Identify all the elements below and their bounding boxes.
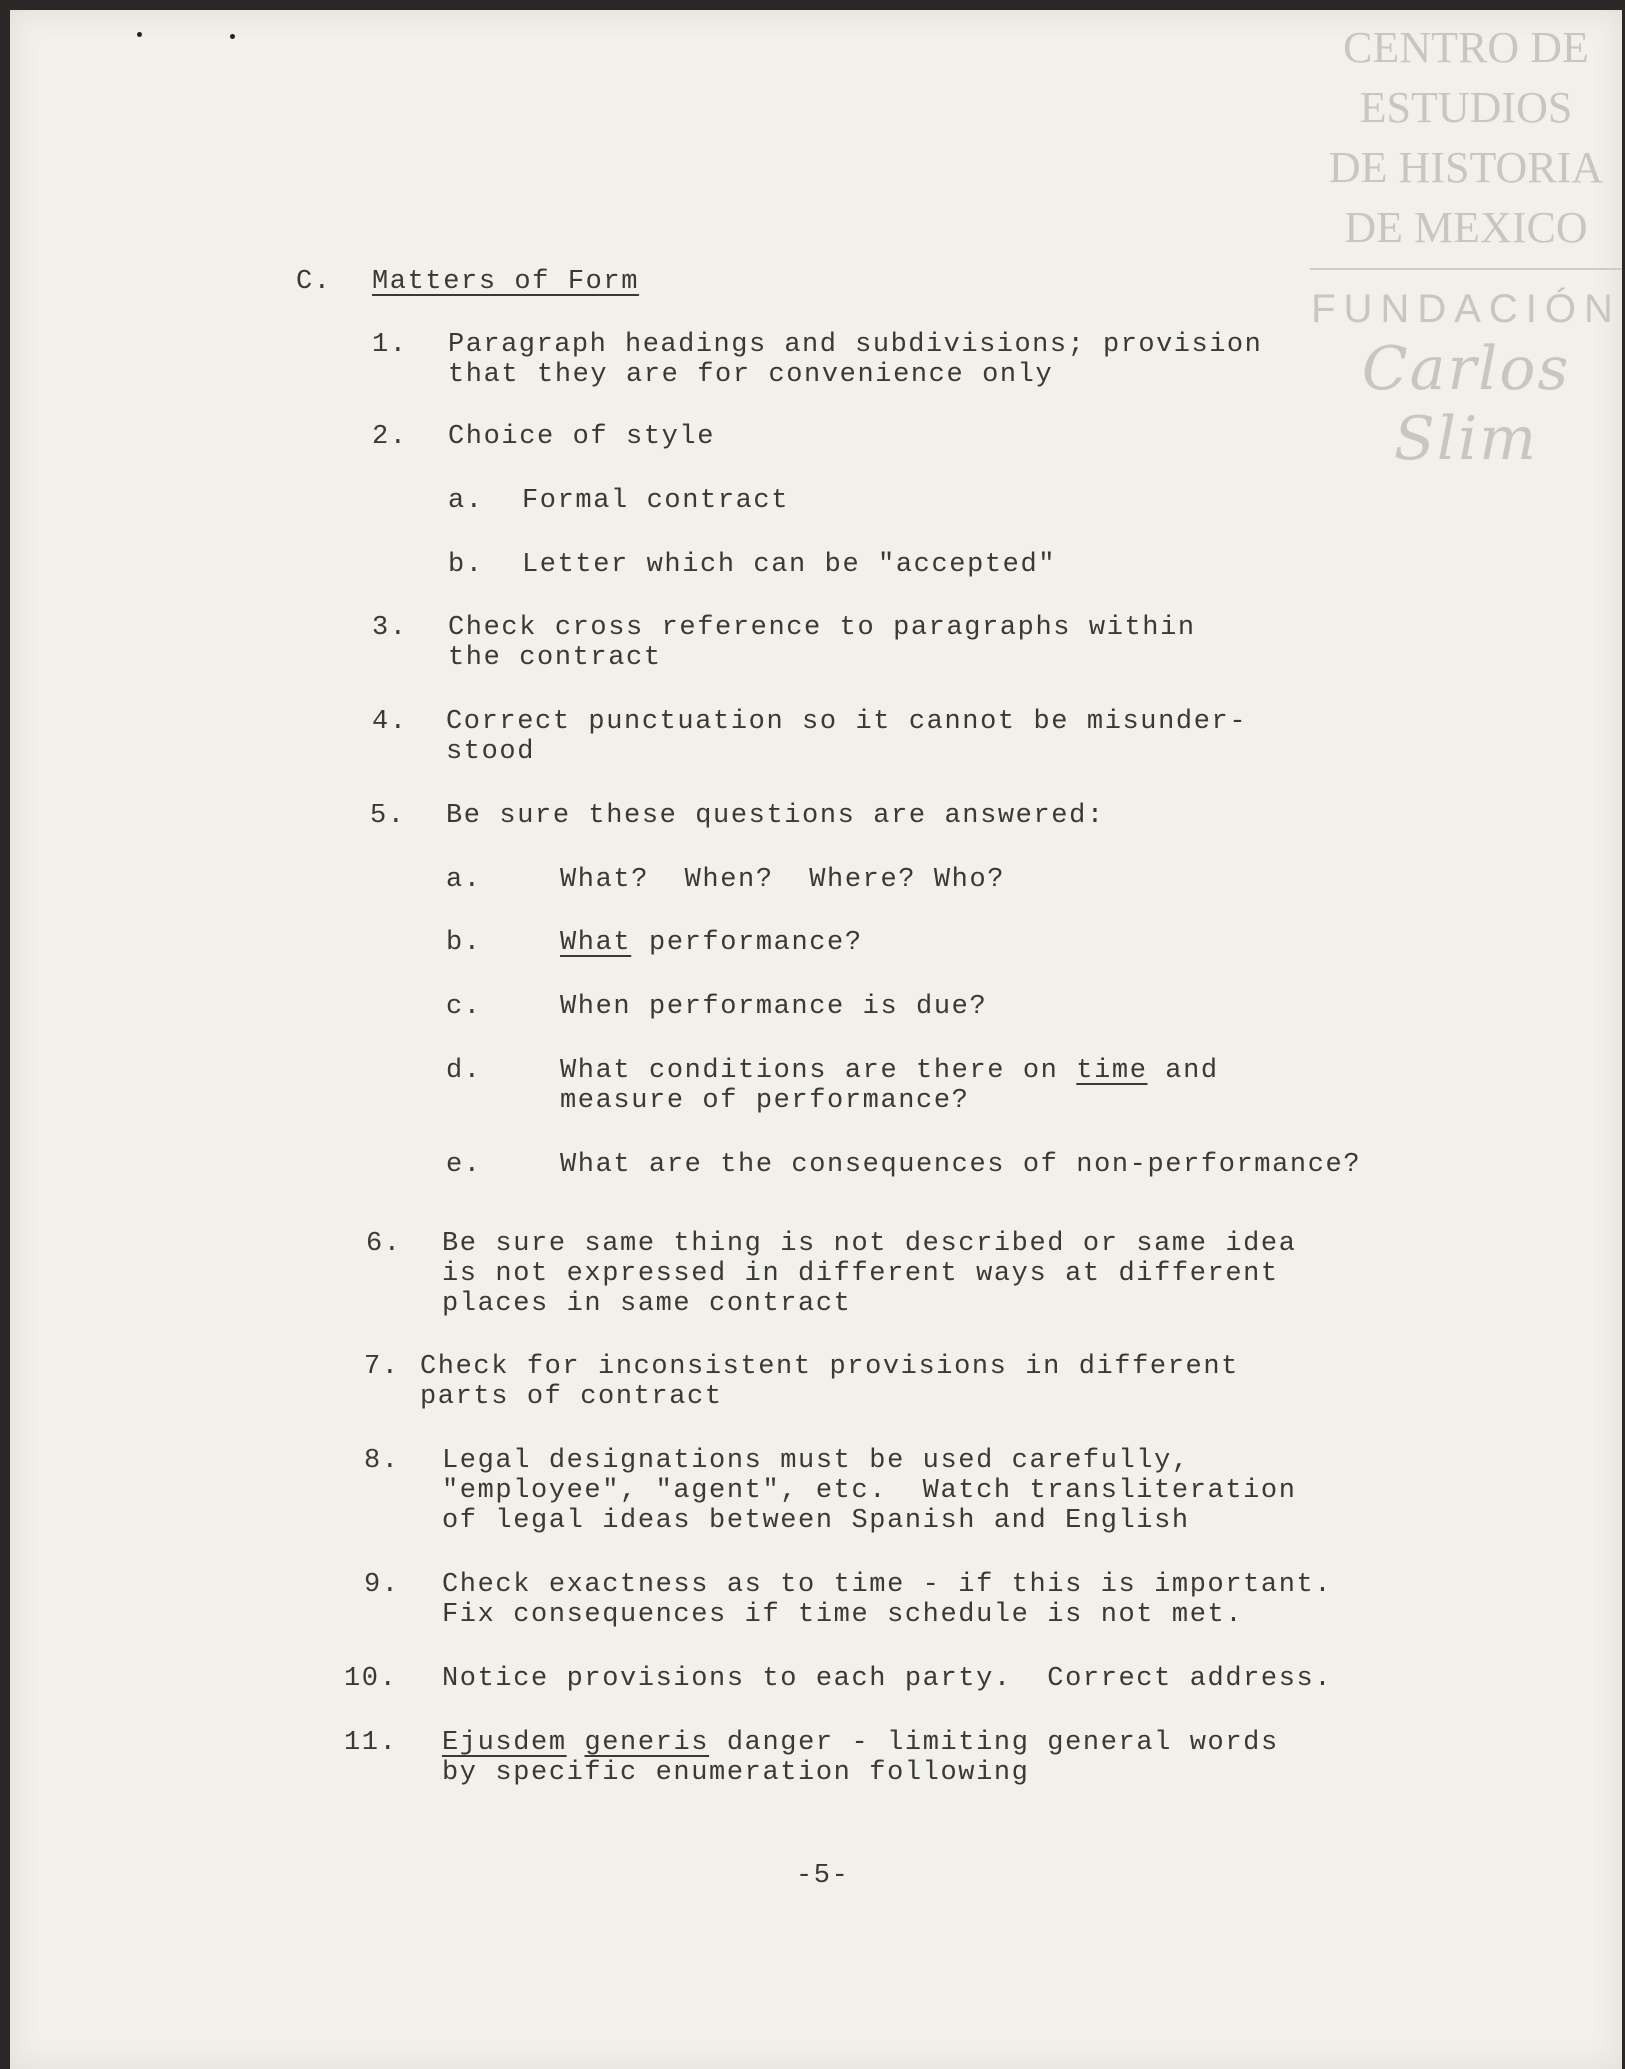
watermark-line: CENTRO DE xyxy=(1343,23,1589,72)
item-text: Fix consequences if time schedule is not met. xyxy=(442,1600,1244,1630)
subitem-text: When performance is due? xyxy=(560,992,988,1022)
item-text xyxy=(442,1728,1279,1759)
subitem-text-post: and xyxy=(1147,1056,1219,1086)
item-text: parts of contract xyxy=(420,1382,723,1412)
subitem-text-pre: What conditions are there on xyxy=(560,1056,1077,1086)
watermark-divider xyxy=(1310,268,1622,270)
item-number: 11. xyxy=(344,1728,398,1758)
subitem-label: d. xyxy=(446,1056,482,1086)
item-number: 10. xyxy=(344,1664,398,1694)
subitem-text: What? When? Where? Who? xyxy=(560,865,1006,895)
underlined-word: generis xyxy=(584,1728,710,1758)
item-text: "employee", "agent", etc. Watch transliteration xyxy=(442,1476,1297,1506)
watermark-line: ESTUDIOS xyxy=(1359,83,1573,132)
document-page xyxy=(10,10,1622,2069)
item-number: 3. xyxy=(372,613,408,643)
item-text: of legal ideas between Spanish and English xyxy=(442,1506,1190,1536)
subitem-label: b. xyxy=(448,550,484,580)
item-number: 4. xyxy=(372,707,408,737)
subitem-text xyxy=(560,928,863,959)
item-number: 8. xyxy=(364,1446,400,1476)
subitem-text: measure of performance? xyxy=(560,1086,970,1116)
watermark-fundacion: FUNDACIÓN xyxy=(1311,287,1621,331)
subitem-label: c. xyxy=(446,992,482,1022)
watermark-signature: Carlos Slim xyxy=(1361,334,1571,474)
subitem-label: a. xyxy=(448,486,484,516)
subitem-text: Formal contract xyxy=(522,486,790,516)
item-text: places in same contract xyxy=(442,1289,852,1319)
section-title: Matters of Form xyxy=(372,267,640,297)
item-text: Correct punctuation so it cannot be misunder- xyxy=(446,707,1248,737)
subitem-text xyxy=(560,1056,1219,1087)
item-text: Notice provisions to each party. Correct address. xyxy=(442,1664,1333,1694)
subitem-label: a. xyxy=(446,865,482,895)
item-text: Check exactness as to time - if this is important. xyxy=(442,1570,1333,1600)
item-text: the contract xyxy=(448,643,662,673)
item-text: that they are for convenience only xyxy=(448,360,1054,390)
item-number: 9. xyxy=(364,1570,400,1600)
item-text: stood xyxy=(446,737,536,767)
item-text: is not expressed in different ways at different xyxy=(442,1259,1279,1289)
subitem-text: What are the consequences of non-performance? xyxy=(560,1150,1362,1180)
item-number: 7. xyxy=(364,1352,400,1382)
section-letter: C. xyxy=(296,267,332,297)
item-text: Be sure these questions are answered: xyxy=(446,801,1105,831)
item-text: Check for inconsistent provisions in different xyxy=(420,1352,1239,1382)
item-number: 2. xyxy=(372,422,408,452)
subitem-label: b. xyxy=(446,928,482,958)
item-text-rest: danger - limiting general words xyxy=(709,1728,1279,1758)
item-text: Be sure same thing is not described or same idea xyxy=(442,1229,1297,1259)
subitem-label: e. xyxy=(446,1150,482,1180)
foundation-watermark xyxy=(1310,18,1622,474)
item-number: 1. xyxy=(372,330,408,360)
watermark-line: DE HISTORIA xyxy=(1328,143,1604,192)
item-text: by specific enumeration following xyxy=(442,1758,1030,1788)
punch-dot xyxy=(230,34,235,39)
punch-dot xyxy=(137,32,142,37)
item-text: Choice of style xyxy=(448,422,716,452)
item-text: Check cross reference to paragraphs within xyxy=(448,613,1196,643)
watermark-line: DE MEXICO xyxy=(1344,203,1588,252)
item-text: Legal designations must be used carefully, xyxy=(442,1446,1190,1476)
item-text: Paragraph headings and subdivisions; provision xyxy=(448,330,1263,360)
underlined-word: Ejusdem xyxy=(442,1728,567,1758)
item-number: 5. xyxy=(370,801,406,831)
item-number: 6. xyxy=(366,1229,402,1259)
underlined-word: What xyxy=(560,928,632,958)
page-number: -5- xyxy=(796,1861,850,1891)
underlined-word: time xyxy=(1076,1056,1148,1086)
subitem-text-rest: performance? xyxy=(631,928,863,958)
subitem-text: Letter which can be "accepted" xyxy=(522,550,1057,580)
